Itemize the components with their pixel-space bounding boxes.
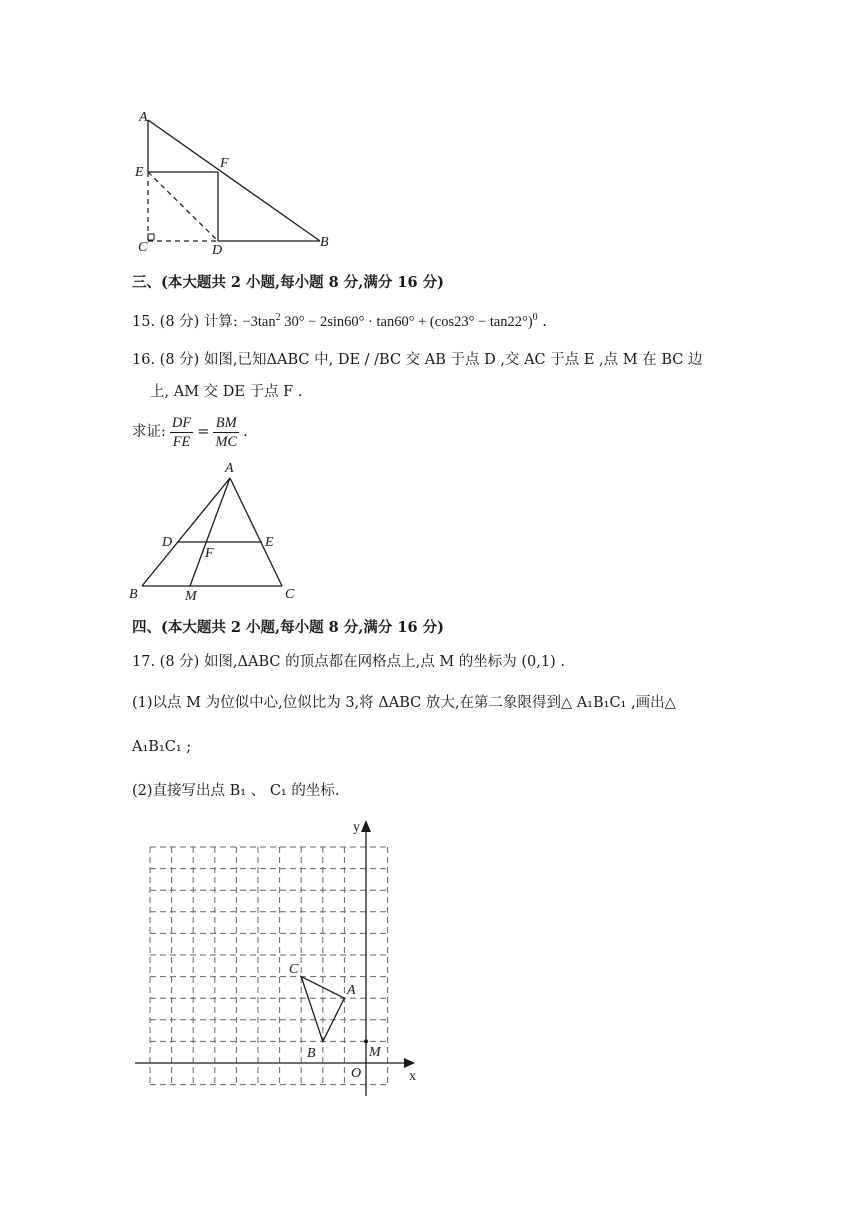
fig1-label-c: C: [138, 240, 148, 255]
x-axis-arrow: [404, 1058, 415, 1068]
section-3-heading: 三、(本大题共 2 小题,每小题 8 分,满分 16 分): [132, 274, 444, 291]
coordinate-grid-figure: [125, 812, 425, 1102]
q15-period: .: [542, 313, 547, 330]
fig2-label-a: A: [225, 461, 234, 476]
grid-label-c: C: [289, 962, 299, 977]
q16-prove-label: 求证:: [132, 424, 166, 440]
fig2-label-c: C: [285, 587, 295, 602]
fig2-label-e: E: [265, 535, 274, 550]
q15-score: (8 分): [159, 313, 200, 330]
q17-part-1-line-2: A₁B₁C₁ ;: [132, 739, 192, 755]
q15-number: 15.: [132, 313, 156, 330]
q16-period: .: [243, 424, 248, 440]
q17-number: 17.: [132, 654, 156, 670]
q17-score: (8 分): [159, 654, 200, 670]
q15-prompt: 计算:: [203, 313, 238, 330]
section-4-heading: 四、(本大题共 2 小题,每小题 8 分,满分 16 分): [132, 619, 444, 636]
grid-label-a: A: [347, 983, 356, 998]
fig2-label-b: B: [129, 587, 138, 602]
q17-text-line-1: 如图,ΔABC 的顶点都在网格点上,点 M 的坐标为 (0,1) .: [203, 654, 565, 670]
q17-part-2: (2)直接写出点 B₁ 、 C₁ 的坐标.: [132, 783, 340, 799]
fig2-label-f: F: [205, 546, 214, 561]
q16-fraction-df-fe: $\frac{DF}{FE}$: [171, 414, 192, 450]
q16-text-line-1: 如图,已知ΔABC 中, DE / /BC 交 AB 于点 D ,交 AC 于点 E ,点 M 在 BC 边: [203, 352, 703, 368]
fig1-label-f: F: [220, 156, 229, 171]
grid-label-m: M: [369, 1045, 381, 1060]
grid-lines: [150, 847, 388, 1085]
q16-text-line-2: 上, AM 交 DE 于点 F .: [150, 384, 303, 400]
question-16-line-1: [132, 350, 702, 370]
fig1-label-a: A: [139, 110, 148, 125]
fig1-label-e: E: [135, 165, 144, 180]
fig1-label-d: D: [212, 243, 223, 255]
question-15: [132, 308, 547, 332]
y-axis-label: y: [353, 820, 360, 835]
q16-number: 16.: [132, 352, 156, 368]
fig2-label-m: M: [185, 589, 197, 603]
fig2-label-d: D: [162, 535, 173, 550]
grid-label-b: B: [307, 1046, 316, 1061]
figure-triangle-de-parallel-bc: [125, 458, 305, 603]
q17-part-1-line-1: (1)以点 M 为位似中心,位似比为 3,将 ΔABC 放大,在第二象限得到△ A₁B₁C₁ ,画出△: [132, 695, 676, 711]
point-m: [364, 1039, 368, 1043]
q16-fraction-bm-mc: $\frac{BM}{MC}$: [215, 414, 238, 450]
fig1-label-b: B: [320, 235, 329, 250]
origin-label: O: [351, 1066, 362, 1081]
x-axis-label: x: [409, 1069, 416, 1084]
y-axis-arrow: [361, 820, 371, 832]
figure-right-triangle-square: [130, 105, 340, 255]
q16-prove: [132, 410, 248, 454]
q16-equals: =: [197, 424, 210, 440]
q16-score: (8 分): [159, 352, 200, 368]
question-17-line-1: [132, 652, 565, 672]
q15-expression: $-3\tan^2$ $30^\circ - 2\sin 60^\circ \cdot \tan 60^\circ + (\cos 23^\circ - \tan 22^\circ)^0$: [242, 312, 538, 330]
